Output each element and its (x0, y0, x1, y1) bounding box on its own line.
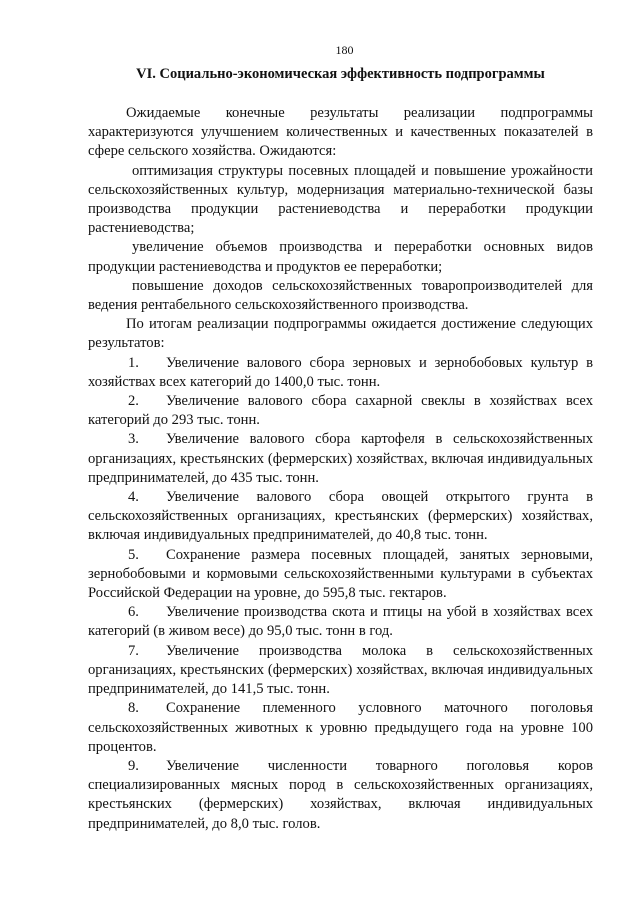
result-text: Увеличение валового сбора картофеля в сельскохозяйственных организациях, крестьянских (фермерских) хозяйствах, включая индивидуальных предпринимателей, до 435 тыс. тонн. (88, 431, 593, 486)
section-title: VI. Социально-экономическая эффективность подпрограммы (136, 66, 545, 82)
result-text: Увеличение валового сбора овощей открытого грунта в сельскохозяйственных организациях, крестьянских (фермерских) хозяйствах, включая индивидуальных предпринимателей, до 40,8 тыс. тонн. (88, 489, 593, 544)
result-text: Увеличение численности товарного поголовья коров специализированных мясных пород в сельскохозяйственных организациях, крестьянских (фермерских) хозяйствах, включая индивидуальных предпринимателей, до 8,0 тыс. голов. (88, 757, 593, 832)
result-number: 6. (128, 604, 139, 621)
result-number: 9. (128, 757, 139, 774)
result-number: 7. (128, 642, 139, 659)
result-item-2 (88, 392, 593, 430)
result-number: 2. (128, 393, 139, 410)
result-item-4 (88, 488, 593, 546)
expected-item-2: увеличение объемов производства и переработки основных видов продукции растениеводства и продуктов ее переработки; (88, 239, 593, 275)
result-item-6 (88, 603, 593, 641)
result-item-7 (88, 642, 593, 700)
intro-paragraph: Ожидаемые конечные результаты реализации подпрограммы характеризуются улучшением количественных и качественных показателей в сфере сельского хозяйства. Ожидаются: (88, 105, 593, 160)
document-page (88, 42, 593, 834)
result-item-8 (88, 699, 593, 757)
result-item-1 (88, 354, 593, 392)
result-number: 5. (128, 546, 139, 563)
result-text: Увеличение производства молока в сельскохозяйственных организациях, крестьянских (фермерских) хозяйствах, включая индивидуальных предпринимателей, до 141,5 тыс. тонн. (88, 642, 593, 698)
result-text: Сохранение племенного условного маточного поголовья сельскохозяйственных животных к уровню предыдущего года на уровне 100 процентов. (88, 700, 593, 755)
result-number: 4. (128, 489, 139, 506)
result-item-9 (88, 757, 593, 834)
result-text: Увеличение производства скота и птицы на убой в хозяйствах всех категорий (в живом весе) до 95,0 тыс. тонн в год. (88, 604, 593, 640)
expected-item-3: повышение доходов сельскохозяйственных товаропроизводителей для ведения рентабельного сельскохозяйственного производства. (88, 277, 593, 314)
result-text: Увеличение валового сбора сахарной свеклы в хозяйствах всех категорий до 293 тыс. тонн. (88, 393, 593, 429)
result-item-3 (88, 430, 593, 488)
expected-item-1: оптимизация структуры посевных площадей и повышение урожайности сельскохозяйственных культур, модернизация материально-технической базы производства продукции растениеводства и переработки продукции растениеводства; (88, 162, 593, 237)
result-item-5 (88, 546, 593, 604)
result-number: 8. (128, 700, 139, 717)
result-number: 3. (128, 431, 139, 448)
results-intro: По итогам реализации подпрограммы ожидается достижение следующих результатов: (88, 316, 593, 352)
page-number: 180 (335, 43, 354, 57)
result-text: Увеличение валового сбора зерновых и зернобобовых культур в хозяйствах всех категорий до 1400,0 тыс. тонн. (88, 354, 593, 390)
result-number: 1. (128, 354, 139, 371)
result-text: Сохранение размера посевных площадей, занятых зерновыми, зернобобовыми и кормовыми сельскохозяйственными культурами в субъектах Российской Федерации на уровне, до 595,8 тыс. гектаров. (88, 546, 593, 602)
